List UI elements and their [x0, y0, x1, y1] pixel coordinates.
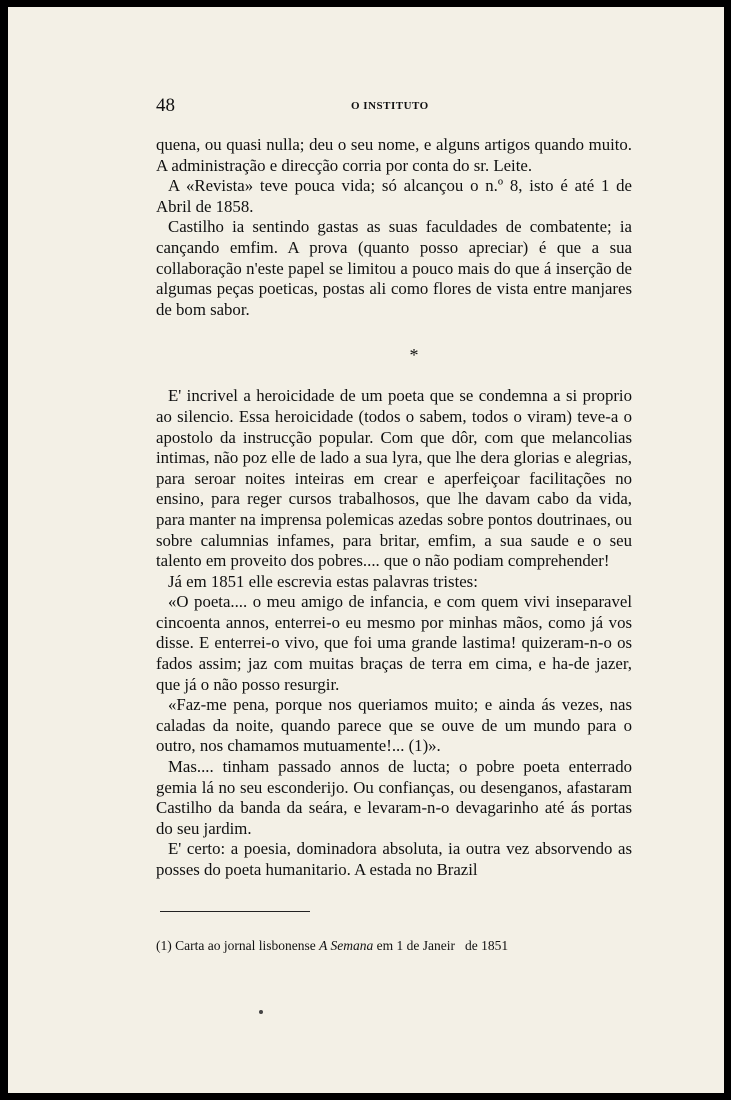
section-asterism: * — [409, 345, 419, 366]
running-title: O INSTITUTO — [351, 100, 429, 112]
running-head — [156, 95, 632, 117]
footnote-divider — [160, 911, 310, 912]
paragraph: Castilho ia sentindo gastas as suas faculdades de combatente; ia cançando emfim. A prova (quanto posso apreciar) é que a sua collaboração n'este papel se limitou a pouco mais do que á inserção de algumas peças poeticas, postas ali como flores de vista entre manjares de bom sabor. — [156, 217, 632, 319]
footnote-publication: A Semana — [319, 938, 374, 953]
paragraph: quena, ou quasi nulla; deu o seu nome, e alguns artigos quando muito. A administração e direcção corria por conta do sr. Leite. — [156, 135, 632, 175]
page — [8, 7, 724, 1093]
paragraph: E' certo: a poesia, dominadora absoluta, ia outra vez absorvendo as posses do poeta humanitario. A estada no Brazil — [156, 839, 632, 879]
quoted-paragraph: «O poeta.... o meu amigo de infancia, e com quem vivi inseparavel cincoenta annos, enterrei-o eu mesmo por minhas mãos, como já vos disse. E enterrei-o vivo, que foi uma grande lastima! quizeram-n-o os fados assim; jaz com muitas braças de terra em cima, e ha-de jazer, que já o não posso resurgir. — [156, 592, 632, 694]
footnote-text: Carta ao jornal lisbonense — [175, 938, 316, 953]
paragraph: A «Revista» teve pouca vida; só alcançou o n.º 8, isto é até 1 de Abril de 1858. — [156, 176, 632, 216]
quoted-paragraph: «Faz-me pena, porque nos queriamos muito; e ainda ás vezes, nas caladas da noite, quando parece que se ouve de um mundo para o outro, nos chamamos mutuamente!... (1)». — [156, 695, 632, 756]
paragraph: Mas.... tinham passado annos de lucta; o pobre poeta enterrado gemia lá no seu esconderijo. Ou confianças, ou desenganos, afastaram Castilho da banda da seára, e levaram-n-o devagarinho até ás portas do seu jardim. — [156, 757, 632, 838]
footnote-marker: (1) — [156, 938, 172, 953]
page-number: 48 — [156, 95, 175, 116]
paragraph: Já em 1851 elle escrevia estas palavras tristes: — [168, 571, 478, 591]
paragraph: E' incrivel a heroicidade de um poeta que se condemna a si proprio ao silencio. Essa heroicidade (todos o sabem, todos o viram) teve-a o apostolo da instrucção popular. Com que dôr, com que melancolias intimas, não poz elle de lado a sua lyra, que lhe dera glorias e alegrias, para seroar noites inteiras em crear e aperfeiçoar facilitações no ensino, para reger cursos trabalhosos, que lhe davam cabo da vida, para manter na imprensa polemicas azedas sobre pontos doutrinaes, ou sobre calumnias infames, para britar, emfim, a sua saude e o seu talento em proveito dos pobres.... que o não podiam comprehender! — [156, 386, 632, 571]
footnote-date: em 1 de Janeir de 1851 — [376, 938, 509, 953]
ink-speck — [259, 1010, 263, 1014]
footnote — [156, 937, 632, 955]
body-text — [156, 135, 632, 881]
